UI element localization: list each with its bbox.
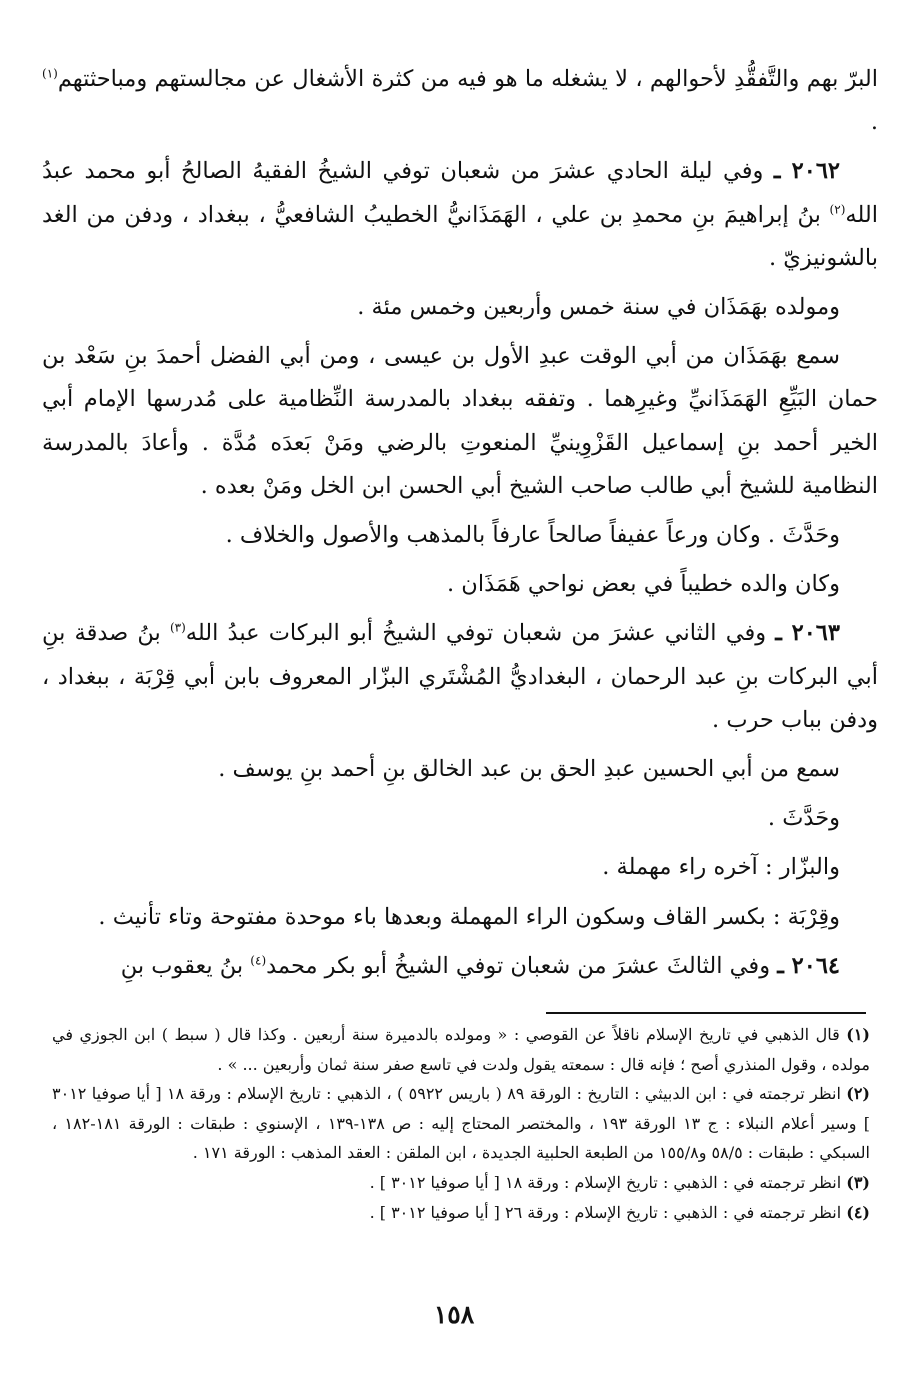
footnote-1-text: قال الذهبي في تاريخ الإسلام ناقلاً عن القوصي : « ومولده بالدميرة سنة أربعين . وكذا قال ( سبط ) ابن الجوزي في مولده ، وقول المنذري أصح ؛ فإنه قال : سمعته يقول ولدت في تاسع صفر سنة ثمان وأربعين ... » . (52, 1025, 870, 1074)
paragraph-qirba (42, 896, 878, 939)
paragraph-narration (42, 514, 878, 557)
footnote-ref-4: (٤) (250, 953, 267, 968)
paragraph-1-text: البرّ بهم والتَّفقُّدِ لأحوالهم ، لا يشغله ما هو فيه من كثرة الأشغال عن مجالستهم ومباحثتهم (57, 66, 878, 92)
page-number: ١٥٨ (433, 1300, 475, 1329)
footnote-2 (52, 1079, 870, 1168)
paragraph-narrated-text: وحَدَّثَ . (767, 805, 840, 832)
footnote-3-text: انظر ترجمته في : الذهبي : تاريخ الإسلام : ورقة ١٨ [ أيا صوفيا ٣٠١٢ ] . (369, 1172, 842, 1192)
paragraph-study-text: سمع بهَمَذَان من أبي الوقت عبدِ الأول بن عيسى ، ومن أبي الفضل أحمدَ بنِ سَعْد بن حمان البَيِّعِ الهَمَذَانيِّ وغيرِهما . وتفقه ببغداد بالمدرسة النِّظامية على مُدرسها الإمام أبي الخير أحمد بنِ إسماعيل القَزْوِينيِّ المنعوتِ بالرضي ومَنْ بَعدَه مُدَّة . وأعادَ بالمدرسة النظامية للشيخ أبي طالب صاحب الشيخ أبي الحسن ابن الخل ومَنْ بعده . (42, 343, 878, 499)
footnote-4-number: (٤) (846, 1202, 870, 1222)
paragraph-narration-text: وحَدَّثَ . وكان ورعاً عفيفاً صالحاً عارفاً بالمذهب والأصول والخلاف . (225, 522, 840, 549)
entry-2064-tail: بنُ يعقوب بنِ (120, 952, 251, 979)
entry-2063 (42, 612, 878, 742)
paragraph-1 (42, 58, 878, 144)
paragraph-father (42, 563, 878, 606)
footnote-4 (52, 1198, 870, 1228)
entry-2063-tail: بنُ صدقة بنِ أبي البركات بنِ عبد الرحمان ، البغداديُّ المُشْتَري البزّار المعروف بابن أبي قِرْبَة ، ببغداد ، ودفن بباب حرب . (42, 620, 879, 733)
footnote-3 (52, 1168, 870, 1198)
entry-2062-text: وفي ليلة الحادي عشرَ من شعبان توفي الشيخُ الفقيهُ الصالحُ أبو محمد عبدُ الله (42, 158, 878, 228)
footnote-3-number: (٣) (846, 1172, 870, 1192)
paragraph-1-tail: . (870, 109, 878, 136)
entry-2063-number: ٢٠٦٣ ـ (775, 620, 840, 647)
paragraph-bazzar-text: والبزّار : آخره راء مهملة . (602, 854, 840, 881)
entry-2064 (42, 945, 878, 988)
entry-2062-number: ٢٠٦٢ ـ (773, 158, 840, 185)
entry-2064-number: ٢٠٦٤ ـ (777, 952, 840, 979)
entry-2063-text: وفي الثاني عشرَ من شعبان توفي الشيخُ أبو البركات عبدُ الله (185, 620, 776, 647)
footnote-ref-3: (٣) (169, 620, 186, 635)
paragraph-study (42, 335, 878, 508)
paragraph-birth (42, 286, 878, 329)
footnote-ref-1: (١) (42, 66, 58, 81)
paragraph-bazzar (42, 846, 878, 889)
footnotes (52, 1020, 870, 1227)
main-text (42, 58, 878, 988)
footnote-4-text: انظر ترجمته في : الذهبي : تاريخ الإسلام : ورقة ٢٦ [ أيا صوفيا ٣٠١٢ ] . (369, 1202, 842, 1222)
footnote-2-number: (٢) (846, 1084, 870, 1104)
paragraph-qirba-text: وقِرْبَة : بكسر القاف وسكون الراء المهملة وبعدها باء موحدة مفتوحة وتاء تأنيث . (98, 903, 840, 930)
paragraph-heard-text: سمع من أبي الحسين عبدِ الحق بن عبد الخالق بنِ أحمد بنِ يوسف . (218, 756, 840, 783)
page-body (42, 58, 878, 994)
footnote-1 (52, 1020, 870, 1079)
footnote-1-number: (١) (846, 1025, 870, 1044)
paragraph-father-text: وكان والده خطيباً في بعض نواحي هَمَذَان . (447, 571, 840, 598)
entry-2064-text: وفي الثالثَ عشرَ من شعبان توفي الشيخُ أبو بكر محمد (266, 952, 778, 979)
footnote-ref-2: (٢) (829, 202, 846, 217)
footnote-divider (546, 1012, 866, 1014)
paragraph-birth-text: ومولده بهَمَذَان في سنة خمس وأربعين وخمس مئة . (357, 294, 840, 321)
paragraph-heard (42, 748, 878, 791)
entry-2062-tail: بنُ إبراهيمَ بنِ محمدِ بن علي ، الهَمَذَانيُّ الخطيبُ الشافعيُّ ، ببغداد ، ودفن من الغد بالشونيزيّ . (42, 201, 878, 271)
entry-2062 (42, 150, 878, 280)
footnote-2-text: انظر ترجمته في : ابن الدبيثي : التاريخ : الورقة ٨٩ ( باريس ٥٩٢٢ ) ، الذهبي : تاريخ الإسلام : ورقة ١٨ [ أيا صوفيا ٣٠١٢ ] وسير أعلام النبلاء : ج ١٣ الورقة ١٩٣ ، والمختصر المحتاج إليه : ص ١٣٨-١٣٩ ، الإسنوي : طبقات : الورقة ١٨١-١٨٢ ، السبكي : طبقات : ٥٨/٥ و١٥٥/٨ من الطبعة الحلبية الجديدة ، ابن الملقن : العقد المذهب : الورقة ١٧١ . (52, 1084, 871, 1163)
paragraph-narrated (42, 797, 878, 840)
